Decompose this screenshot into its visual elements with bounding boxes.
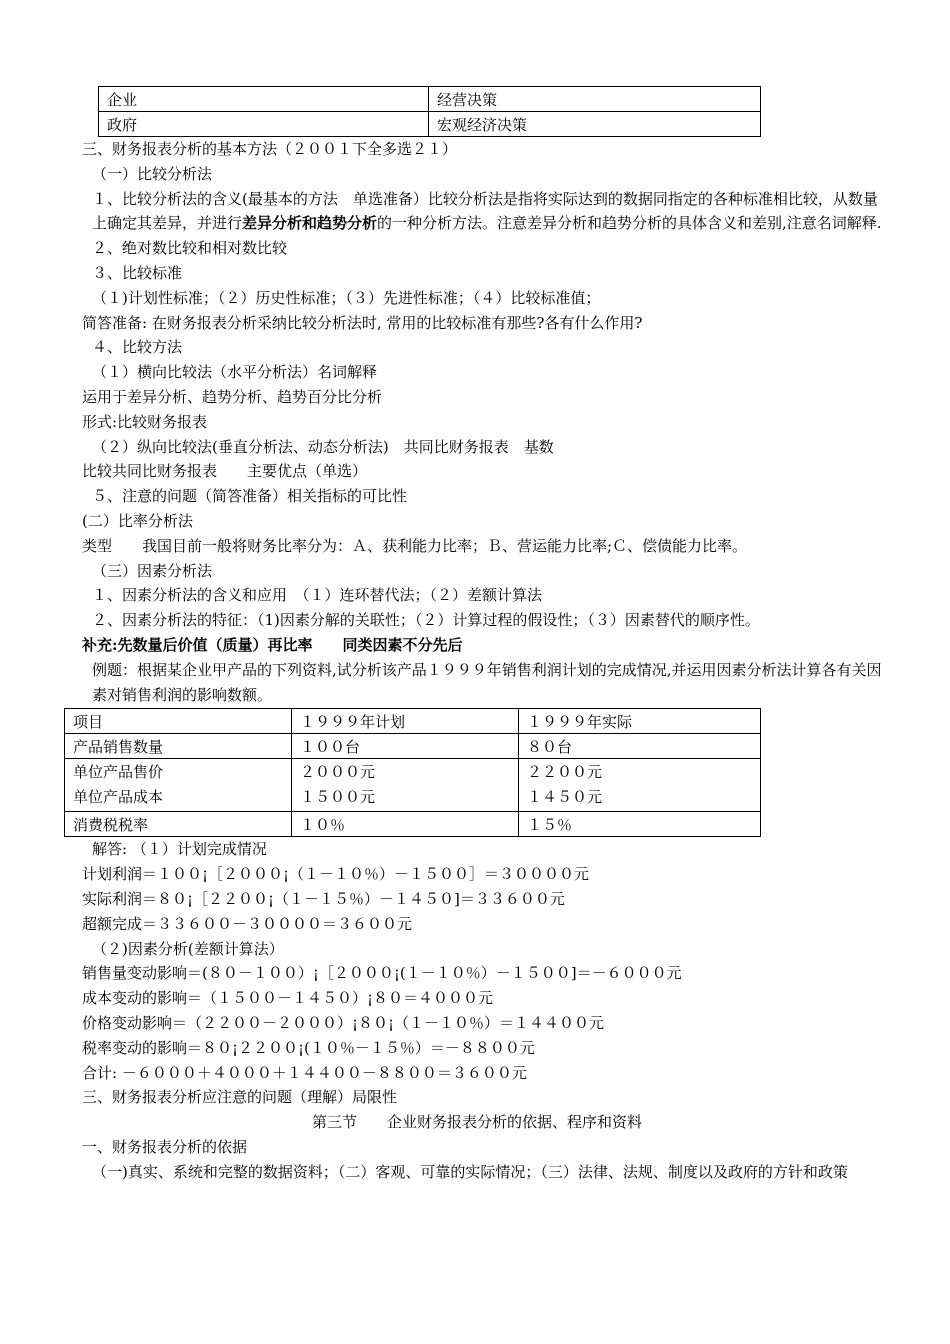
list-item: （１)计划性标准；（２）历史性标准；（３）先进性标准；（４）比较标准值； xyxy=(92,288,601,307)
decision-table xyxy=(98,86,761,137)
table-cell: 宏观经济决策 xyxy=(429,112,761,137)
subsection-heading: （一）比较分析法 xyxy=(92,164,213,183)
table-cell xyxy=(292,759,519,812)
text-run: １、比较分析法的含义(最基本的方法 单选准备）比较分析法是指将实际达到的数据同指定的各种标准相比较，从数量上确定其差异，并进行 xyxy=(92,189,878,233)
solution-line: 销售量变动影响＝(８０－１００）¡［２０００¡(１－１０％）－１５００]＝－６０００元 xyxy=(82,964,682,983)
table-header-cell: １９９９年实际 xyxy=(519,709,761,734)
section-heading: 三、财务报表分析的基本方法（２００１下全多选２１） xyxy=(82,140,458,158)
cell-line: 单位产品成本 xyxy=(73,788,164,807)
table-header-cell: 项目 xyxy=(65,709,292,734)
solution-line: 解答: （１）计划完成情况 xyxy=(92,840,267,859)
bold-note: 补充:先数量后价值（质量）再比率 同类因素不分先后 xyxy=(82,635,463,654)
list-item: （１）横向比较法（水平分析法）名词解释 xyxy=(92,363,378,382)
list-item: （２）纵向比较法(垂直分析法、动态分析法) 共同比财务报表 基数 xyxy=(92,437,554,456)
solution-line: 合计: －６０００＋４０００＋１４４００－８８００＝３６００元 xyxy=(82,1063,527,1082)
table-row xyxy=(65,734,761,759)
table-row xyxy=(65,812,761,837)
solution-line: 超额完成＝３３６００－３００００＝３６００元 xyxy=(82,914,413,933)
list-item: ５、注意的问题（简答准备）相关指标的可比性 xyxy=(92,487,408,506)
cell-line: １５００元 xyxy=(300,788,376,807)
cell-line: ２２００元 xyxy=(527,763,603,782)
list-item: ２、因素分析法的特征：（1)因素分解的关联性；（２）计算过程的假设性；（３）因素替代的顺序性。 xyxy=(92,611,760,630)
table-cell: ８０台 xyxy=(519,734,761,759)
table-cell xyxy=(519,759,761,812)
paragraph xyxy=(82,187,882,237)
table-cell: 企业 xyxy=(99,87,429,112)
table-cell: １００台 xyxy=(292,734,519,759)
table-row xyxy=(99,112,761,137)
solution-line: 税率变动的影响＝８０¡２２００¡(１０％－１５％）＝－８８００元 xyxy=(82,1038,535,1057)
paragraph: 形式:比较财务报表 xyxy=(82,412,208,431)
subsection-heading: (二）比率分析法 xyxy=(82,511,193,530)
table-cell: 政府 xyxy=(99,112,429,137)
document-page xyxy=(73,86,882,1184)
subsection-heading: （三）因素分析法 xyxy=(92,561,213,580)
table-cell: １５％ xyxy=(519,812,761,837)
table-row xyxy=(99,87,761,112)
table-cell: 产品销售数量 xyxy=(65,734,292,759)
table-cell: １０％ xyxy=(292,812,519,837)
solution-line: 计划利润＝１００¡［２０００¡（１－１０％）－１５００］＝３００００元 xyxy=(82,865,590,884)
paragraph: 比较共同比财务报表 主要优点（单选） xyxy=(82,462,368,481)
cell-line: 单位产品售价 xyxy=(73,763,164,782)
solution-line: 成本变动的影响＝（１５００－１４５０）¡８０＝４０００元 xyxy=(82,989,494,1008)
section-heading: 一、财务报表分析的依据 xyxy=(82,1137,248,1156)
list-item: ４、比较方法 xyxy=(92,338,183,357)
list-item: １、因素分析法的含义和应用 （１）连环替代法；（２）差额计算法 xyxy=(92,586,543,605)
example-paragraph: 例题：根据某企业甲产品的下列资料,试分析该产品１９９９年销售利润计划的完成情况,并运用因素分析法计算各有关因素对销售利润的影响数额。 xyxy=(92,660,882,704)
list-item: ２、绝对数比较和相对数比较 xyxy=(92,239,288,258)
list-item: ３、比较标准 xyxy=(92,263,183,282)
section-heading: 三、财务报表分析应注意的问题（理解）局限性 xyxy=(82,1088,398,1107)
table-cell xyxy=(65,759,292,812)
solution-line: 价格变动影响＝（２２００－２０００）¡８０¡（１－１０％）＝１４４００元 xyxy=(82,1013,605,1032)
table-row xyxy=(65,709,761,734)
table-header-cell: １９９９年计划 xyxy=(292,709,519,734)
solution-line: 实际利润＝８０¡［２２００¡（１－１５％）－１４５０]＝３３６００元 xyxy=(82,889,565,908)
text-run: 的一种分析方法。注意差异分析和趋势分析的具体含义和差别,注意名词解释. xyxy=(377,214,882,233)
paragraph: 简答准备: 在财务报表分析采纳比较分析法时, 常用的比较标准有那些?各有什么作用? xyxy=(82,313,643,332)
table-cell: 经营决策 xyxy=(429,87,761,112)
cell-line: ２０００元 xyxy=(300,763,376,782)
table-cell: 消费税税率 xyxy=(65,812,292,837)
example-data-table xyxy=(64,708,761,837)
cell-line: １４５０元 xyxy=(527,788,603,807)
paragraph: （一)真实、系统和完整的数据资料；（二）客观、可靠的实际情况；（三）法律、法规、制度以及政府的方针和政策 xyxy=(92,1162,848,1181)
paragraph: 类型 我国目前一般将财务比率分为：Ａ、获利能力比率；Ｂ、营运能力比率;Ｃ、偿债能力比率。 xyxy=(82,536,748,555)
paragraph: 运用于差异分析、趋势分析、趋势百分比分析 xyxy=(82,387,383,406)
chapter-heading: 第三节 企业财务报表分析的依据、程序和资料 xyxy=(311,1113,642,1132)
solution-line: （２)因素分析(差额计算法） xyxy=(92,939,284,958)
table-row xyxy=(65,759,761,812)
bold-text: 差异分析和趋势分析 xyxy=(242,214,378,233)
